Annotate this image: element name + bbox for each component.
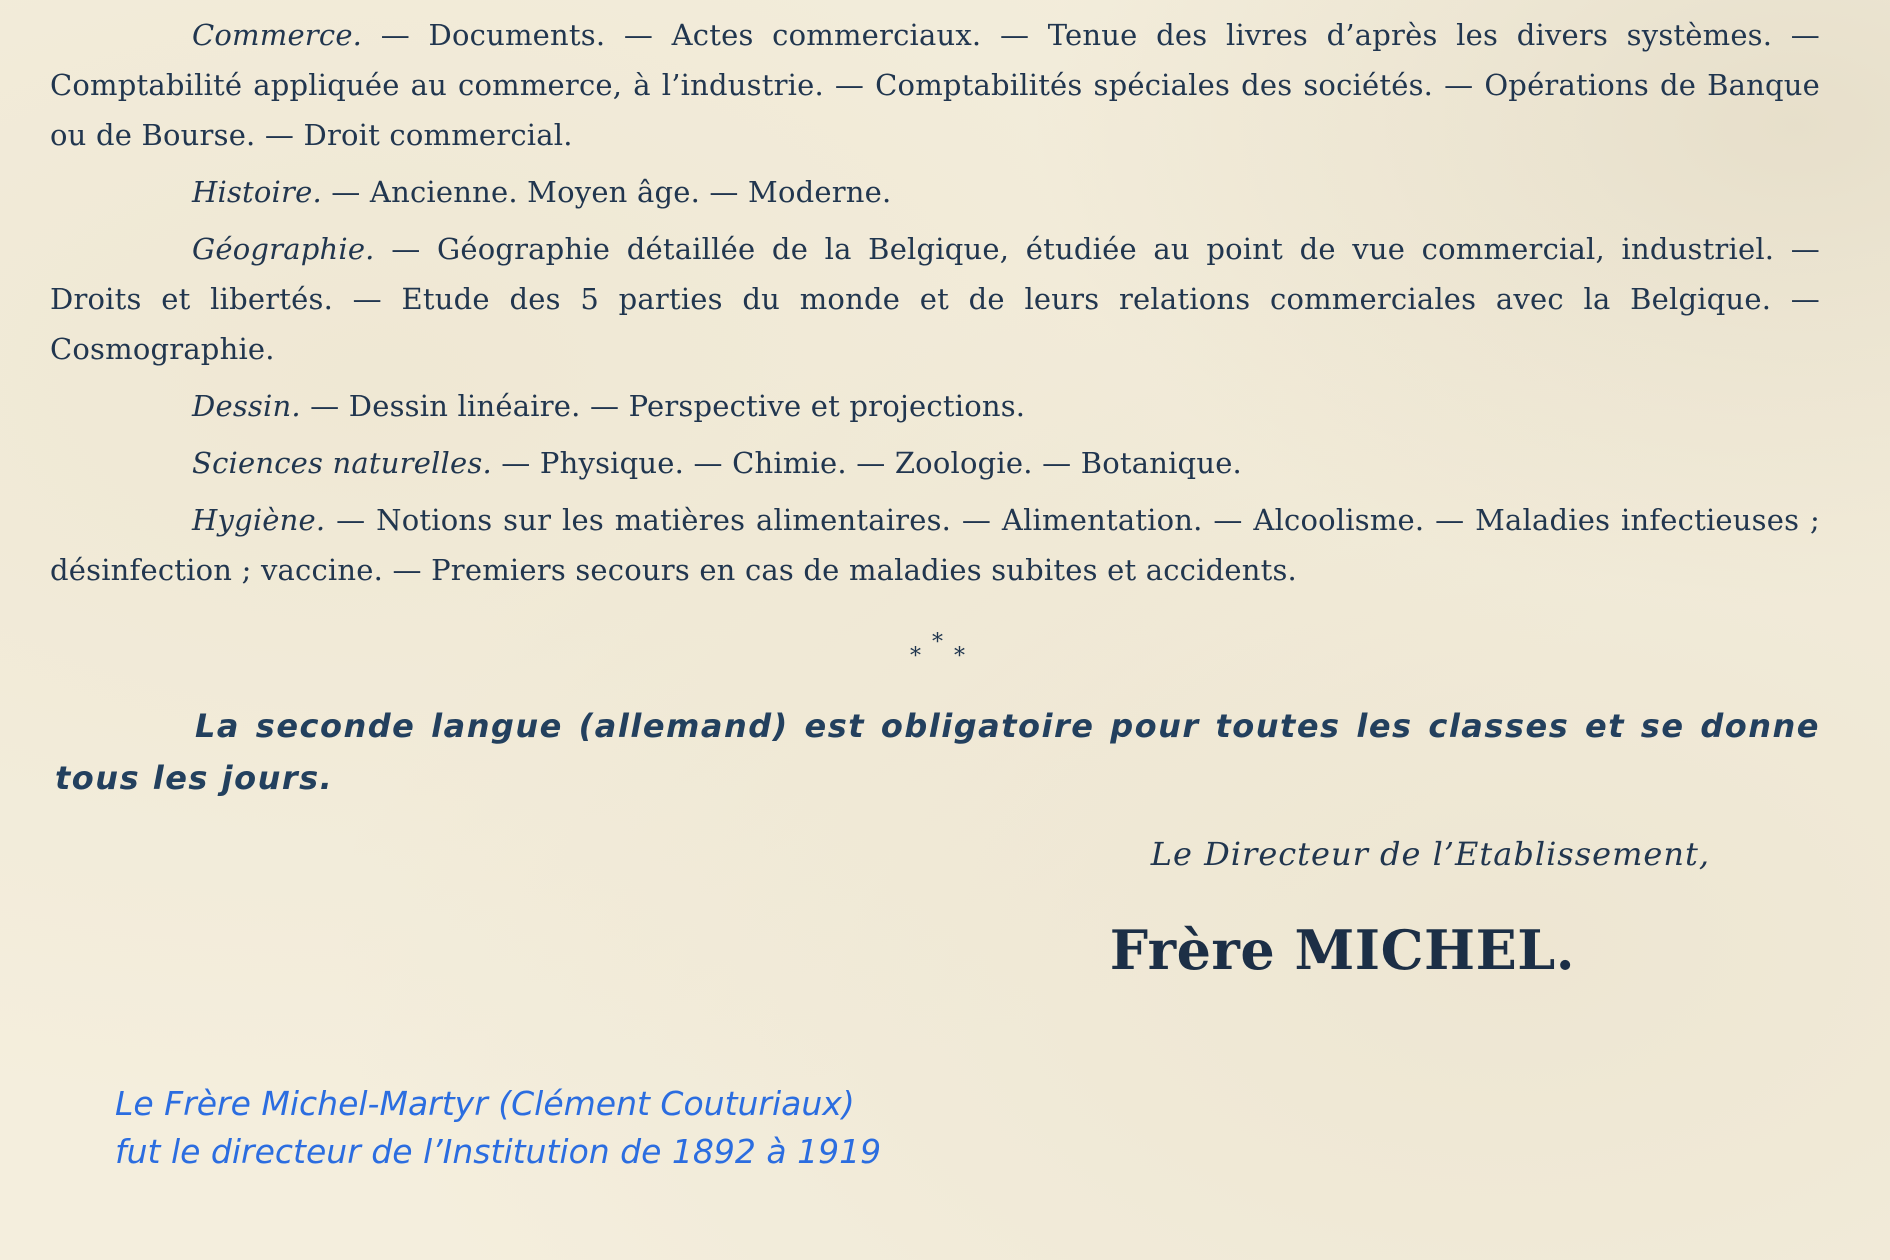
paragraph-text: — Documents. — Actes commerciaux. — Tenue des livres d’après les divers systèmes. — Comptabilité appliquée au commerce, à l’industrie. — Comptabilités spéciales des sociétés. — Opérations de Banque ou de Bourse. — Droit commercial. — [50, 18, 1820, 152]
asterism-separator — [900, 630, 980, 670]
caption-line-1: Le Frère Michel-Martyr (Clément Couturiaux) — [115, 1084, 855, 1123]
paragraph-text: — Physique. — Chimie. — Zoologie. — Botanique. — [491, 446, 1242, 480]
paragraph-text: — Dessin linéaire. — Perspective et projections. — [300, 389, 1026, 423]
paragraph-histoire — [50, 167, 1820, 217]
paragraph-heading: Dessin. — [192, 389, 301, 423]
paragraph-heading: Hygiène. — [192, 503, 326, 537]
paragraph-heading: Sciences naturelles. — [192, 446, 492, 480]
paragraph-sciences-naturelles — [50, 438, 1820, 488]
paragraph-text: — Ancienne. Moyen âge. — Moderne. — [321, 175, 892, 209]
paragraph-heading: Géographie. — [192, 232, 375, 266]
asterisk-glyph: * — [954, 644, 965, 669]
second-language-notice: La seconde langue (allemand) est obligatoire pour toutes les classes et se donne tous les jours. — [55, 707, 1820, 797]
director-closing: Le Directeur de l’Etablissement, — [1150, 835, 1710, 873]
asterisk-glyph: * — [910, 644, 921, 669]
paragraph-geographie — [50, 224, 1820, 374]
course-list — [50, 10, 1820, 602]
director-signature: Frère MICHEL. — [1109, 918, 1575, 982]
caption-line-2: fut le directeur de l’Institution de 1892 à 1919 — [115, 1132, 882, 1171]
paragraph-text: — Géographie détaillée de la Belgique, étudiée au point de vue commercial, industriel. — Droits et libertés. — Etude des 5 parties du monde et de leurs relations commerciales avec la Belgique. — Cosmographie. — [50, 232, 1820, 366]
paragraph-heading: Histoire. — [192, 175, 322, 209]
paragraph-commerce — [50, 10, 1820, 160]
caption-note — [115, 1080, 881, 1176]
paragraph-dessin — [50, 381, 1820, 431]
asterisk-glyph: * — [932, 630, 943, 655]
paragraph-heading: Commerce. — [192, 18, 363, 52]
paragraph-hygiene — [50, 495, 1820, 595]
paragraph-text: — Notions sur les matières alimentaires. — Alimentation. — Alcoolisme. — Maladies infectieuses ; désinfection ; vaccine. — Premiers secours en cas de maladies subites et accidents. — [50, 503, 1820, 587]
